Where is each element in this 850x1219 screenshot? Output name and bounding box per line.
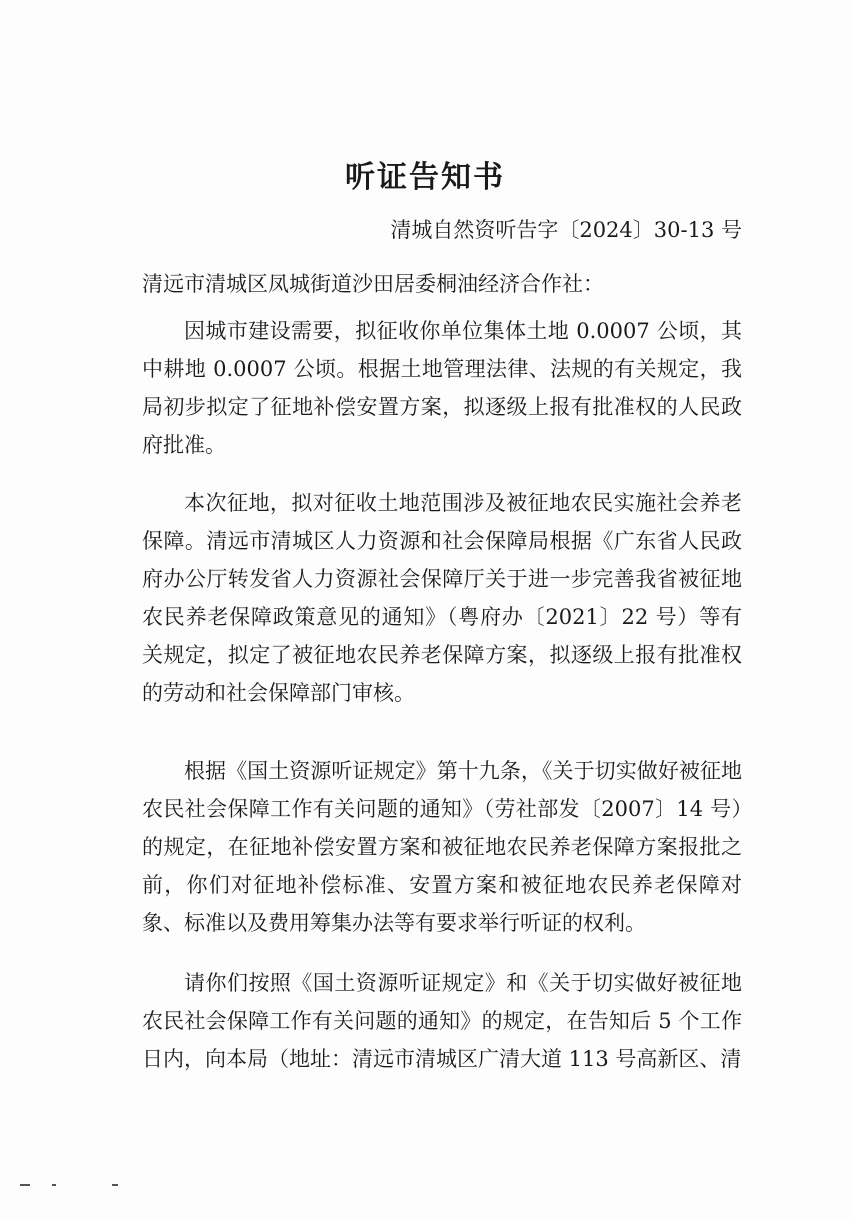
scan-speck xyxy=(52,1184,56,1186)
document-title: 听证告知书 xyxy=(345,160,505,195)
scan-speck xyxy=(112,1184,118,1186)
paragraph-3: 根据《国土资源听证规定》第十九条，《关于切实做好被征地农民社会保障工作有关问题的通知》（劳社部发〔2007〕14 号）的规定，在征地补偿安置方案和被征地农民养老保障方案报批之前，你们对征地补偿标准、安置方案和被征地农民养老保障对象、标准以及费用筹集办法等有要求举行听证的权利。 xyxy=(142,759,742,935)
paragraph-2: 本次征地，拟对征收土地范围涉及被征地农民实施社会养老保障。清远市清城区人力资源和社会保障局根据《广东省人民政府办公厅转发省人力资源社会保障厅关于进一步完善我省被征地农民养老保障政策意见的通知》（粤府办〔2021〕22 号）等有关规定，拟定了被征地农民养老保障方案，拟逐级上报有批准权的劳动和社会保障部门审核。 xyxy=(142,491,742,705)
document-number: 清城自然资听告字〔2024〕30-13 号 xyxy=(390,218,742,242)
scan-speck xyxy=(20,1184,30,1186)
recipient-line: 清远市清城区凤城街道沙田居委桐油经济合作社： xyxy=(142,272,604,296)
paragraph-1: 因城市建设需要，拟征收你单位集体土地 0.0007 公顷，其中耕地 0.0007 公顷。根据土地管理法律、法规的有关规定，我局初步拟定了征地补偿安置方案，拟逐级上报有批准权的人民政府批准。 xyxy=(142,319,742,457)
paragraph-4: 请你们按照《国土资源听证规定》和《关于切实做好被征地农民社会保障工作有关问题的通知》的规定，在告知后 5 个工作日内，向本局（地址：清远市清城区广清大道 113 号高新区、清 xyxy=(142,971,742,1071)
